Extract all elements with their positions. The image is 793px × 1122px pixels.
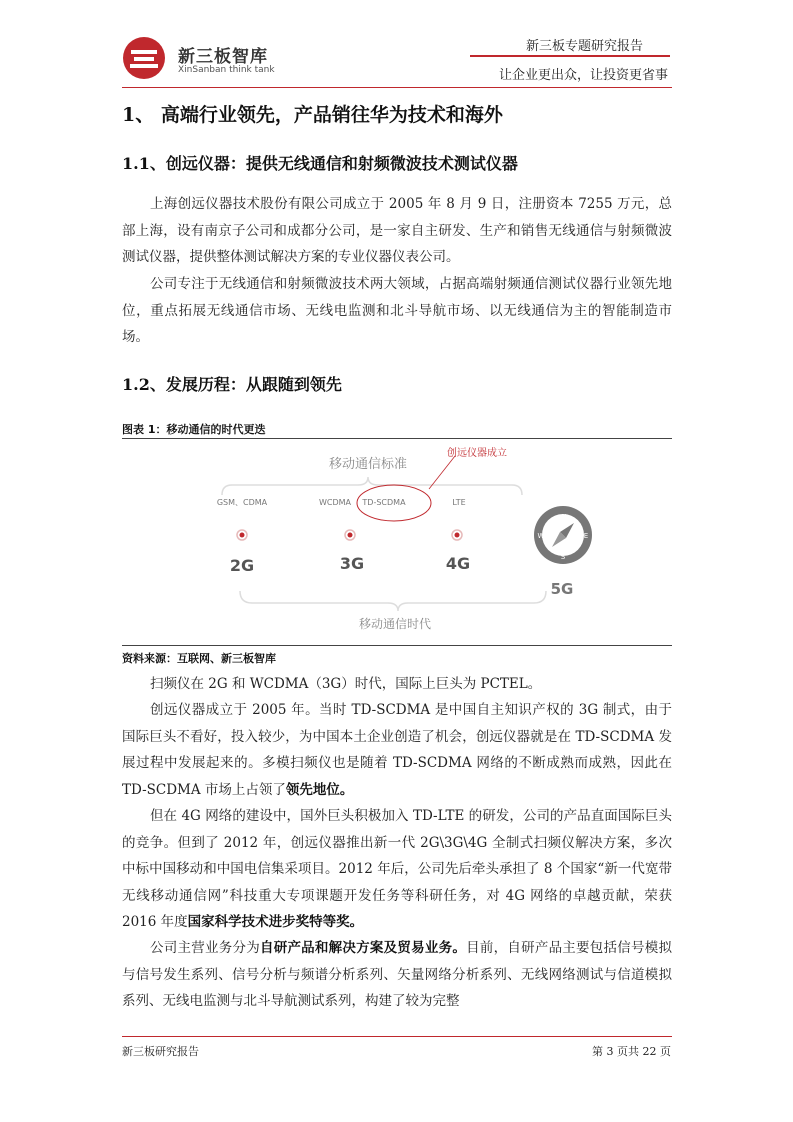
paragraph-4g-text: 但在 4G 网络的建设中，国外巨头积极加入 TD-LTE 的研发，公司的产品直面国际巨头的竞争。但到了 2012 年，创远仪器推出新一代 2G\3G\4G 全制式扫频仪解决方案，多次中标中国移动和中国电信集采项目。2012 年后，公司先后牵头承担了 8 个国家“新一代宽带无线移动通信网”科技重大专项课题开发任务等科研任务，对 4G 网络的卓越贡献，荣获 2016 年度	[122, 808, 672, 930]
report-title: 新三板专题研究报告	[525, 39, 643, 54]
figure-source: 资料来源：互联网、新三板智库	[122, 652, 276, 665]
highlight-national-award: 国家科学技术进步奖特等奖。	[187, 914, 364, 930]
generation-3g: 3G	[339, 554, 365, 573]
annotation-pointer	[429, 456, 455, 489]
generation-dot-4g	[452, 530, 462, 540]
standard-wcdma: WCDMA	[318, 498, 352, 507]
header-accent-rule	[470, 55, 670, 57]
era-bracket	[240, 591, 546, 611]
paragraph-company-intro: 上海创远仪器技术股份有限公司成立于 2005 年 8 月 9 日，注册资本 7255 万元，总部上海，设有南京子公司和成都分公司，是一家自主研发、生产和销售无线通信与射频微波测试仪器，提供整体测试解决方案的专业仪器仪表公司。	[122, 196, 672, 265]
compass-icon	[534, 506, 592, 564]
standards-label: 移动通信标准	[328, 457, 408, 472]
compass-letter-s: S	[560, 553, 566, 561]
generation-4g: 4G	[445, 554, 471, 573]
brand-name: 新三板智库	[178, 47, 268, 67]
compass-letter-n: N	[561, 513, 567, 521]
paragraph-td-scdma-text: 创远仪器成立于 2005 年。当时 TD-SCDMA 是中国自主知识产权的 3G 制式，由于国际巨头不看好，投入较少，为中国本土企业创造了机会，创远仪器就是在 TD-SCDMA 发展过程中发展起来的。多模扫频仪也是随着 TD-SCDMA 网络的不断成熟而成熟，因此在 TD-SCDMA 市场上占领了	[122, 702, 672, 798]
paragraph-4g	[122, 803, 672, 936]
generation-dot-2g	[237, 530, 247, 540]
paragraph-company-focus: 公司专注于无线通信和射频微波技术两大领域，占据高端射频通信测试仪器行业领先地位，重点拓展无线通信市场、无线电监测和北斗导航市场、以无线通信为主的智能制造市场。	[122, 276, 672, 345]
generation-2g: 2G	[229, 556, 255, 575]
header-divider	[122, 87, 672, 88]
paragraph-business-text: 目前，自研产品主要包括信号模拟与信号发生系列、信号分析与频谱分析系列、矢量网络分析系列、无线网络测试与信道模拟系列、无线电监测与北斗导航测试系列，构建了较为完整	[122, 940, 673, 1009]
section-1-1-heading: 1.1、创远仪器：提供无线通信和射频微波技术测试仪器	[122, 154, 518, 173]
standards-bracket	[222, 477, 522, 495]
brand-name-en: XinSanban think tank	[178, 65, 275, 75]
compass-letter-e: E	[583, 532, 589, 540]
section-1-heading: 1、 高端行业领先，产品销往华为技术和海外	[122, 104, 503, 126]
brand-logo-icon	[122, 36, 166, 80]
generation-dot-3g	[345, 530, 355, 540]
highlight-leading-position: 领先地位。	[285, 781, 354, 798]
compass-letter-w: W	[537, 532, 545, 540]
mobile-generations-figure	[122, 439, 672, 645]
figure-caption: 图表 1：移动通信的时代更迭	[122, 423, 266, 436]
report-slogan: 让企业更出众，让投资更省事	[498, 68, 668, 83]
paragraph-td-scdma	[122, 697, 672, 803]
standard-gsm-cdma: GSM、CDMA	[216, 498, 268, 507]
page-number: 第 3 页共 22 页	[592, 1045, 671, 1058]
generation-5g: 5G	[550, 580, 574, 598]
paragraph-business	[122, 935, 672, 1015]
highlight-business-lines: 自研产品和解决方案及贸易业务。	[259, 940, 467, 956]
footer-divider	[122, 1036, 672, 1037]
standard-td-scdma: TD-SCDMA	[362, 498, 406, 507]
section-1-2-heading: 1.2、发展历程：从跟随到领先	[122, 375, 342, 394]
figure-bottom-rule	[122, 645, 672, 646]
paragraph-pctel: 扫频仪在 2G 和 WCDMA（3G）时代，国际上巨头为 PCTEL。	[150, 676, 542, 692]
standard-lte: LTE	[452, 498, 466, 507]
paragraph-business-lead: 公司主营业务分为	[150, 940, 260, 956]
era-label: 移动通信时代	[358, 617, 432, 631]
founding-annotation: 创远仪器成立	[447, 448, 507, 459]
footer-label: 新三板研究报告	[122, 1045, 199, 1058]
